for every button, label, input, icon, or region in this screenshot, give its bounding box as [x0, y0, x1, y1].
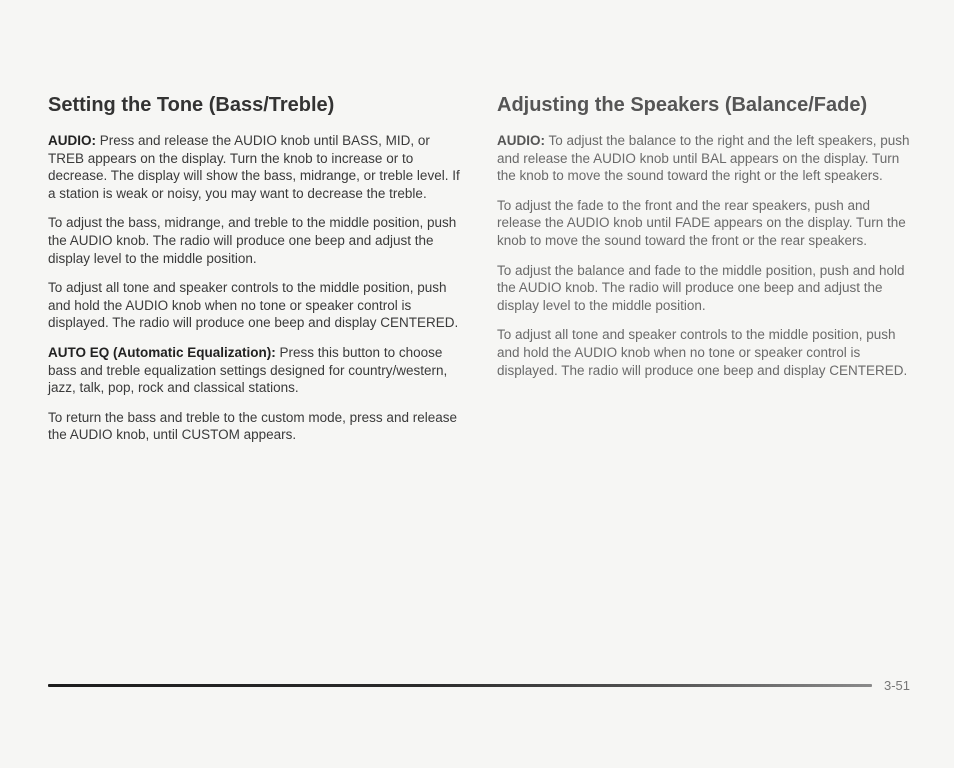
- auto-eq-label: AUTO EQ (Automatic Equalization):: [48, 344, 276, 360]
- audio-label: AUDIO:: [48, 133, 96, 148]
- speakers-centered-paragraph: To adjust all tone and speaker controls to the middle position, push and hold the AUDIO knob when no tone or speaker control is displayed. The radio will produce one beep and display CENTERED.: [497, 327, 908, 378]
- tone-heading: Setting the Tone (Bass/Treble): [48, 94, 335, 116]
- tone-audio-text: Press and release the AUDIO knob until BASS, MID, or TREB appears on the display. Turn the knob to increase or to decrease. The display will show the bass, midrange, or treble level. If a station is weak or noisy, you may want to decrease the treble.: [48, 133, 460, 201]
- balance-text: To adjust the balance to the right and the left speakers, push and release the AUDIO knob until BAL appears on the display. Turn the knob to move the sound toward the right or the left speakers.: [497, 133, 910, 184]
- footer-rule: [48, 684, 872, 687]
- balance-fade-middle-paragraph: To adjust the balance and fade to the middle position, push and hold the AUDIO knob. The radio will produce one beep and adjust the display level to the middle position.: [497, 262, 905, 313]
- tone-middle-paragraph: To adjust the bass, midrange, and treble to the middle position, push the AUDIO knob. The radio will produce one beep and adjust the display level to the middle position.: [48, 215, 457, 266]
- speakers-section: [497, 92, 917, 391]
- audio-label: AUDIO:: [497, 133, 545, 148]
- auto-eq-paragraph: [48, 344, 468, 397]
- page-number: 3-51: [884, 678, 911, 693]
- tone-section: [48, 92, 468, 456]
- custom-mode-paragraph: To return the bass and treble to the custom mode, press and release the AUDIO knob, until CUSTOM appears.: [48, 409, 457, 443]
- auto-eq-text: Press this button to choose bass and treble equalization settings designed for country/western, jazz, talk, pop, rock and classical stations.: [48, 344, 448, 396]
- speakers-heading: Adjusting the Speakers (Balance/Fade): [497, 94, 868, 116]
- balance-paragraph: [497, 132, 917, 185]
- tone-centered-paragraph: To adjust all tone and speaker controls to the middle position, push and hold the AUDIO knob when no tone or speaker control is displayed. The radio will produce one beep and display CENTERED.: [48, 280, 459, 331]
- tone-audio-paragraph: [48, 132, 468, 202]
- fade-paragraph: To adjust the fade to the front and the rear speakers, push and release the AUDIO knob until FADE appears on the display. Turn the knob to move the sound toward the front or the rear speakers.: [497, 197, 906, 248]
